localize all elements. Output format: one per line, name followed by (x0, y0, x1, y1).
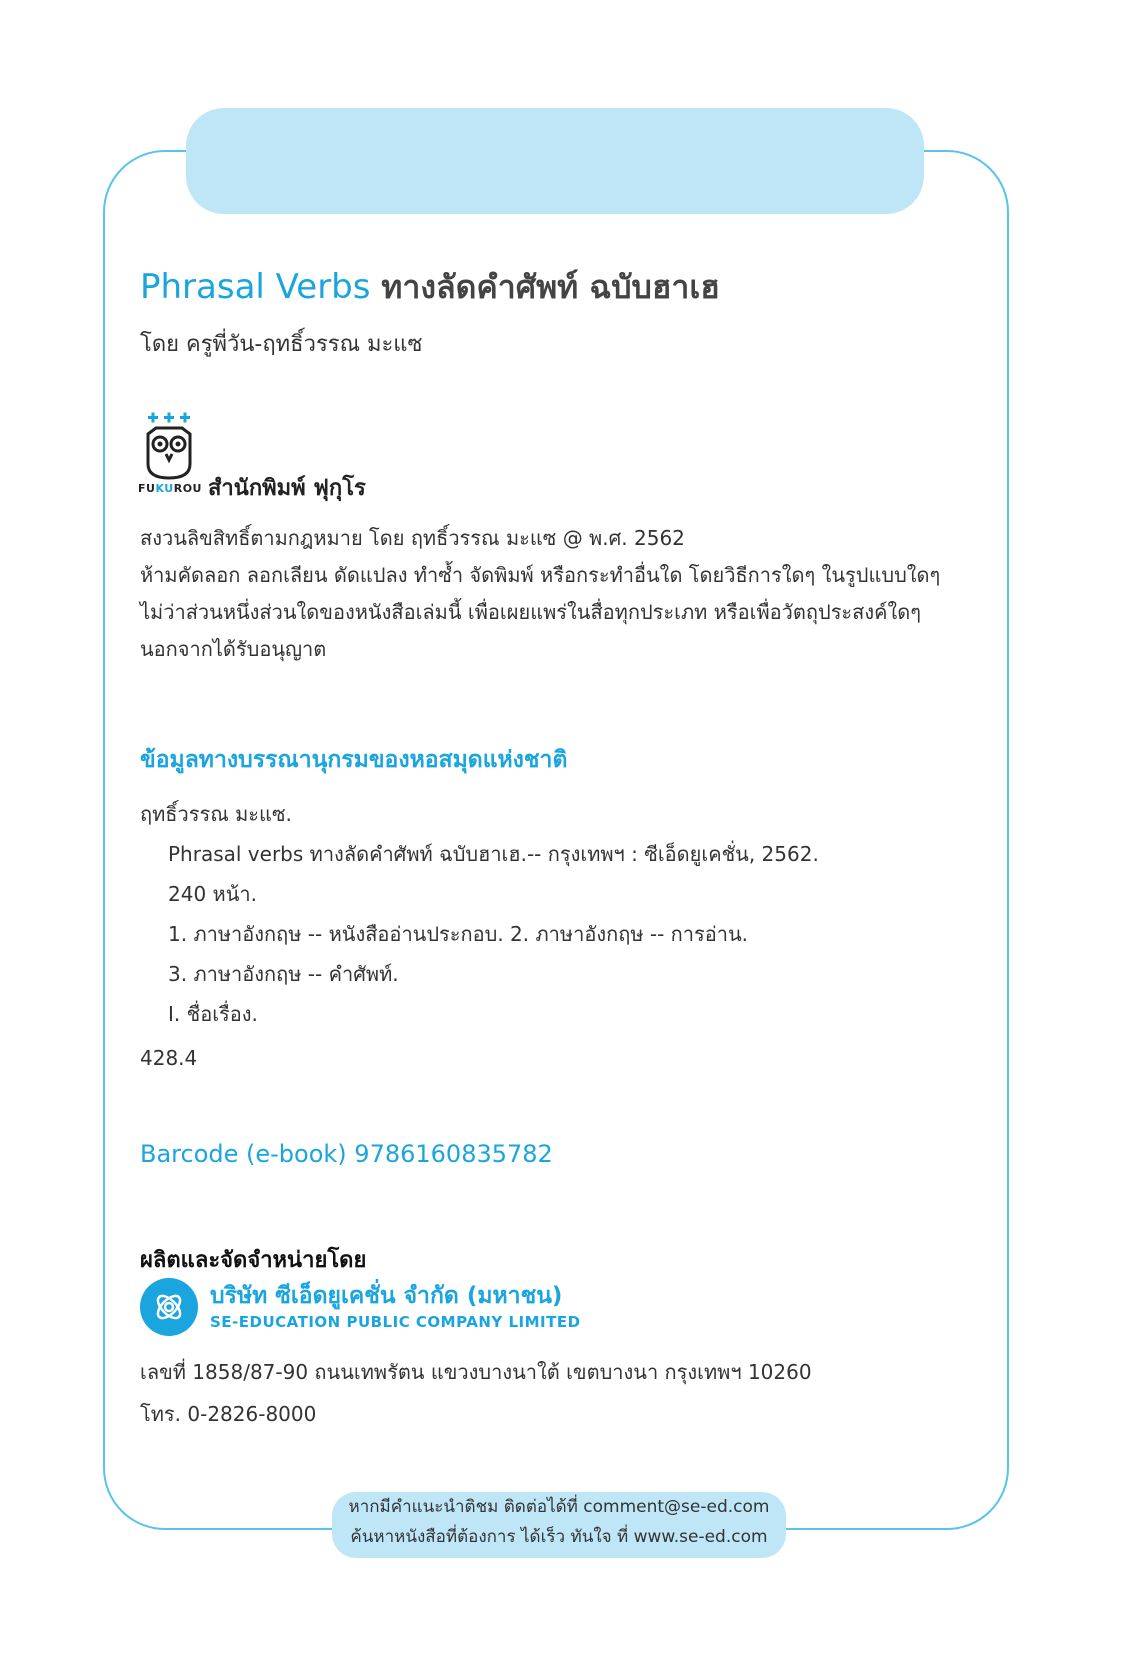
footer-website-line: ค้นหาหนังสือที่ต้องการ ได้เร็ว ทันใจ ที่ www.se-ed.com (350, 1527, 768, 1547)
distributor-phone: โทร. 0-2826-8000 (140, 1402, 317, 1426)
cip-title-entry: I. ชื่อเรื่อง. (168, 1002, 258, 1026)
publisher-name: สำนักพิมพ์ ฟุกุโร (208, 476, 366, 501)
se-ed-logo-icon (140, 1278, 198, 1336)
cip-subjects-1: 1. ภาษาอังกฤษ -- หนังสืออ่านประกอบ. 2. ภาษาอังกฤษ -- การอ่าน. (168, 922, 749, 946)
author-line: โดย ครูพี่วัน-ฤทธิ์วรรณ มะแซ (140, 332, 423, 357)
copyright-line: นอกจากได้รับอนุญาต (140, 637, 327, 661)
barcode-ebook: Barcode (e-book) 9786160835782 (140, 1140, 553, 1168)
distributor-heading: ผลิตและจัดจำหน่ายโดย (140, 1248, 367, 1273)
fukurou-wordmark: FUKUROU (138, 482, 202, 495)
copyright-notice (140, 520, 1000, 668)
copyright-line: สงวนลิขสิทธิ์ตามกฎหมาย โดย ฤทธิ์วรรณ มะแซ @ พ.ศ. 2562 (140, 526, 685, 550)
book-title-english: Phrasal Verbs (140, 267, 371, 307)
cip-subjects-2: 3. ภาษาอังกฤษ -- คำศัพท์. (168, 962, 399, 986)
cip-heading: ข้อมูลทางบรรณานุกรมของหอสมุดแห่งชาติ (140, 747, 568, 773)
contact-footer (332, 1492, 786, 1558)
distributor-address: เลขที่ 1858/87-90 ถนนเทพรัตน แขวงบางนาใต้ เขตบางนา กรุงเทพฯ 10260 (140, 1360, 812, 1384)
footer-comment-line: หากมีคำแนะนำติชม ติดต่อได้ที่ comment@se-ed.com (348, 1497, 770, 1517)
copyright-line: ไม่ว่าส่วนหนึ่งส่วนใดของหนังสือเล่มนี้ เพื่อเผยแพร่ในสื่อทุกประเภท หรือเพื่อวัตถุประสงค์ใดๆ (140, 600, 922, 624)
distributor-name-english: SE-EDUCATION PUBLIC COMPANY LIMITED (210, 1313, 581, 1331)
book-title (140, 262, 720, 313)
cip-classification: 428.4 (140, 1046, 198, 1070)
cip-title-line: Phrasal verbs ทางลัดคำศัพท์ ฉบับฮาเฮ.-- กรุงเทพฯ : ซีเอ็ดยูเคชั่น, 2562. (168, 842, 819, 866)
cip-main-entry: ฤทธิ์วรรณ มะแซ. (140, 802, 292, 826)
book-title-thai: ทางลัดคำศัพท์ ฉบับฮาเฮ (381, 268, 720, 306)
copyright-line: ห้ามคัดลอก ลอกเลียน ดัดแปลง ทำซ้ำ จัดพิมพ์ หรือกระทำอื่นใด โดยวิธีการใดๆ ในรูปแบบใดๆ (140, 563, 941, 587)
cip-pages: 240 หน้า. (168, 882, 257, 906)
distributor-name-thai: บริษัท ซีเอ็ดยูเคชั่น จำกัด (มหาชน) (210, 1283, 563, 1309)
header-tab (186, 108, 924, 214)
